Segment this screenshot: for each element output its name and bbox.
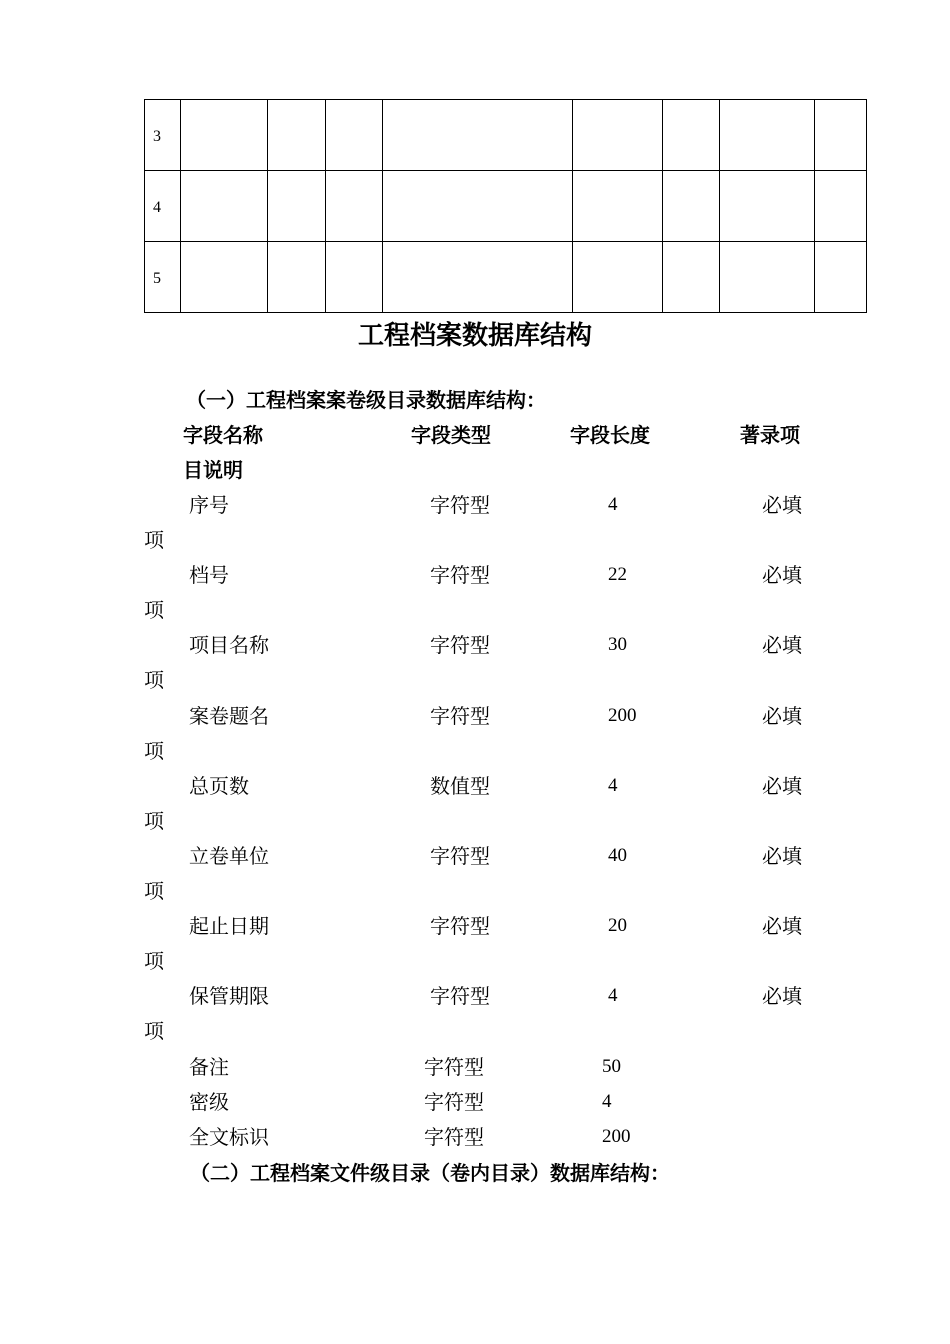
field-length: 20 xyxy=(608,915,627,937)
optional-field-type: 字符型 xyxy=(424,1055,484,1079)
field-type: 字符型 xyxy=(430,563,490,588)
field-length: 30 xyxy=(608,634,627,656)
table-cell xyxy=(383,100,573,171)
table-cell xyxy=(720,171,815,242)
field-name: 序号 xyxy=(189,493,229,517)
field-note: 必填 xyxy=(762,563,802,588)
table-cell xyxy=(383,242,573,313)
field-note: 必填 xyxy=(762,703,802,728)
field-type: 字符型 xyxy=(430,984,490,1009)
table-cell xyxy=(326,100,383,171)
table-cell xyxy=(326,242,383,313)
row-number: 5 xyxy=(145,242,181,313)
optional-field-name: 全文标识 xyxy=(189,1125,269,1149)
row-number: 4 xyxy=(145,171,181,242)
table-row xyxy=(145,100,867,171)
optional-field-name: 备注 xyxy=(189,1055,229,1079)
table-cell xyxy=(268,171,326,242)
header-field-length: 字段长度 xyxy=(570,423,650,447)
table-cell xyxy=(573,171,663,242)
field-note-wrap: 项 xyxy=(144,1019,164,1044)
table-cell xyxy=(720,100,815,171)
table-cell xyxy=(815,100,867,171)
table-cell xyxy=(720,242,815,313)
optional-field-length: 50 xyxy=(602,1056,621,1077)
field-note-wrap: 项 xyxy=(144,949,164,974)
header-field-note-wrap: 目说明 xyxy=(183,458,243,482)
optional-field-type: 字符型 xyxy=(424,1125,484,1149)
table-cell xyxy=(181,171,268,242)
header-field-note: 著录项 xyxy=(740,423,800,447)
field-type: 字符型 xyxy=(430,493,490,517)
optional-field-length: 200 xyxy=(602,1126,631,1147)
row-number: 3 xyxy=(145,100,181,171)
field-type: 字符型 xyxy=(430,844,490,868)
table-cell xyxy=(663,100,720,171)
field-name: 项目名称 xyxy=(189,633,269,658)
field-note-wrap: 项 xyxy=(144,668,164,693)
page-title: 工程档案数据库结构 xyxy=(357,321,592,351)
field-note: 必填 xyxy=(762,914,802,939)
field-name: 起止日期 xyxy=(189,914,269,939)
field-type: 数值型 xyxy=(430,773,490,798)
field-note-wrap: 项 xyxy=(144,879,164,903)
optional-field-length: 4 xyxy=(602,1091,612,1112)
table-cell xyxy=(663,171,720,242)
field-note: 必填 xyxy=(762,773,802,798)
table-cell xyxy=(663,242,720,313)
field-note: 必填 xyxy=(762,493,802,517)
table-cell xyxy=(815,242,867,313)
field-name: 档号 xyxy=(189,563,229,588)
table-cell xyxy=(326,171,383,242)
field-type: 字符型 xyxy=(430,633,490,658)
field-length: 22 xyxy=(608,564,627,586)
optional-field-name: 密级 xyxy=(189,1090,229,1114)
field-note: 必填 xyxy=(762,844,802,868)
field-type: 字符型 xyxy=(430,914,490,939)
field-note-wrap: 项 xyxy=(144,808,164,833)
section-heading-1: （一）工程档案案卷级目录数据库结构： xyxy=(186,388,546,412)
field-name: 总页数 xyxy=(189,773,249,798)
table-row xyxy=(145,242,867,313)
field-length: 200 xyxy=(608,704,637,726)
table-row xyxy=(145,171,867,242)
table-cell xyxy=(181,100,268,171)
section-heading-2: （二）工程档案文件级目录（卷内目录）数据库结构： xyxy=(190,1161,670,1185)
field-length: 4 xyxy=(608,494,618,515)
field-note-wrap: 项 xyxy=(144,738,164,763)
table-cell xyxy=(268,242,326,313)
table-cell xyxy=(383,171,573,242)
field-note: 必填 xyxy=(762,633,802,658)
field-length: 4 xyxy=(608,985,618,1007)
header-field-name: 字段名称 xyxy=(183,423,263,447)
field-note-wrap: 项 xyxy=(144,598,164,623)
field-note-wrap: 项 xyxy=(144,528,164,552)
table-cell xyxy=(573,100,663,171)
table-cell xyxy=(181,242,268,313)
table-cell xyxy=(815,171,867,242)
field-name: 案卷题名 xyxy=(189,703,269,728)
optional-field-type: 字符型 xyxy=(424,1090,484,1114)
table-cell xyxy=(268,100,326,171)
field-name: 立卷单位 xyxy=(189,844,269,868)
table-cell xyxy=(573,242,663,313)
field-type: 字符型 xyxy=(430,703,490,728)
field-name: 保管期限 xyxy=(189,984,269,1009)
field-note: 必填 xyxy=(762,984,802,1009)
record-table xyxy=(144,99,867,313)
field-length: 40 xyxy=(608,845,627,866)
header-field-type: 字段类型 xyxy=(411,423,491,447)
field-length: 4 xyxy=(608,774,618,796)
